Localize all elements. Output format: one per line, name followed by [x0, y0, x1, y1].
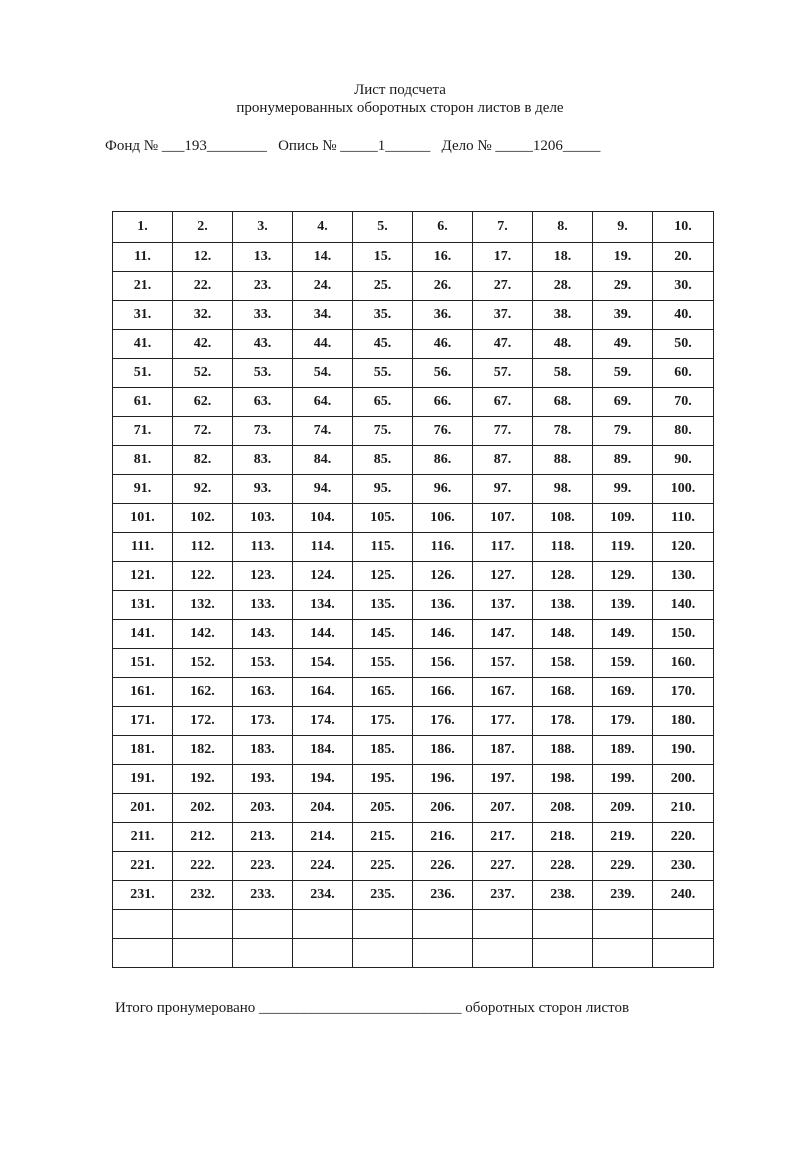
table-cell: 62. — [173, 388, 233, 417]
table-cell: 187. — [473, 736, 533, 765]
table-cell: 30. — [653, 272, 714, 301]
table-row — [113, 707, 714, 736]
table-cell: 122. — [173, 562, 233, 591]
table-cell: 184. — [293, 736, 353, 765]
table-cell: 27. — [473, 272, 533, 301]
table-cell: 167. — [473, 678, 533, 707]
table-cell: 25. — [353, 272, 413, 301]
table-cell: 96. — [413, 475, 473, 504]
table-row — [113, 504, 714, 533]
table-cell: 100. — [653, 475, 714, 504]
table-cell: 53. — [233, 359, 293, 388]
table-cell: 99. — [593, 475, 653, 504]
table-cell: 2. — [173, 212, 233, 243]
table-cell: 68. — [533, 388, 593, 417]
table-cell: 16. — [413, 243, 473, 272]
table-cell: 133. — [233, 591, 293, 620]
table-cell: 121. — [113, 562, 173, 591]
table-cell: 157. — [473, 649, 533, 678]
table-cell: 21. — [113, 272, 173, 301]
table-cell: 135. — [353, 591, 413, 620]
table-row — [113, 475, 714, 504]
table-cell: 81. — [113, 446, 173, 475]
summary-line: Итого пронумеровано ___________________________ оборотных сторон листов — [115, 1000, 630, 1016]
table-cell: 139. — [593, 591, 653, 620]
table-cell: 159. — [593, 649, 653, 678]
table-cell: 82. — [173, 446, 233, 475]
table-cell: 113. — [233, 533, 293, 562]
table-cell — [593, 910, 653, 939]
table-cell: 178. — [533, 707, 593, 736]
table-cell: 179. — [593, 707, 653, 736]
archive-reference-line: Фонд № ___193________ Опись № _____1______ Дело № _____1206_____ — [105, 138, 601, 154]
table-cell: 66. — [413, 388, 473, 417]
table-cell: 3. — [233, 212, 293, 243]
table-cell: 110. — [653, 504, 714, 533]
table-cell: 44. — [293, 330, 353, 359]
table-cell: 219. — [593, 823, 653, 852]
table-cell: 216. — [413, 823, 473, 852]
table-cell: 168. — [533, 678, 593, 707]
table-cell: 145. — [353, 620, 413, 649]
table-cell: 104. — [293, 504, 353, 533]
table-cell: 51. — [113, 359, 173, 388]
table-cell: 118. — [533, 533, 593, 562]
table-cell: 218. — [533, 823, 593, 852]
fond-label: Фонд № — [105, 138, 159, 154]
table-cell: 164. — [293, 678, 353, 707]
table-cell: 119. — [593, 533, 653, 562]
table-cell: 85. — [353, 446, 413, 475]
table-cell: 205. — [353, 794, 413, 823]
table-cell: 239. — [593, 881, 653, 910]
table-cell: 169. — [593, 678, 653, 707]
table-cell — [173, 939, 233, 968]
table-row — [113, 243, 714, 272]
table-cell: 22. — [173, 272, 233, 301]
table-cell: 95. — [353, 475, 413, 504]
table-cell: 217. — [473, 823, 533, 852]
summary-prefix: Итого пронумеровано — [115, 1000, 256, 1016]
table-cell: 101. — [113, 504, 173, 533]
table-cell: 50. — [653, 330, 714, 359]
table-cell — [653, 910, 714, 939]
sheet-count-table — [112, 211, 714, 968]
table-cell: 14. — [293, 243, 353, 272]
table-cell: 182. — [173, 736, 233, 765]
table-cell: 224. — [293, 852, 353, 881]
table-row — [113, 620, 714, 649]
table-cell: 140. — [653, 591, 714, 620]
table-cell: 19. — [593, 243, 653, 272]
table-cell: 231. — [113, 881, 173, 910]
table-cell: 102. — [173, 504, 233, 533]
table-cell: 127. — [473, 562, 533, 591]
table-cell: 137. — [473, 591, 533, 620]
document-subtitle: пронумерованных оборотных сторон листов в деле — [236, 100, 564, 116]
delo-label: Дело № — [441, 138, 492, 154]
table-cell: 73. — [233, 417, 293, 446]
table-cell: 10. — [653, 212, 714, 243]
table-cell: 150. — [653, 620, 714, 649]
table-cell: 152. — [173, 649, 233, 678]
table-cell: 235. — [353, 881, 413, 910]
table-cell: 165. — [353, 678, 413, 707]
table-cell: 47. — [473, 330, 533, 359]
table-cell: 108. — [533, 504, 593, 533]
table-cell: 213. — [233, 823, 293, 852]
table-cell: 143. — [233, 620, 293, 649]
table-cell: 13. — [233, 243, 293, 272]
fond-value: 193 — [184, 138, 207, 154]
table-cell: 212. — [173, 823, 233, 852]
table-cell: 199. — [593, 765, 653, 794]
table-cell: 156. — [413, 649, 473, 678]
table-cell: 6. — [413, 212, 473, 243]
table-cell: 123. — [233, 562, 293, 591]
table-cell: 177. — [473, 707, 533, 736]
table-cell: 61. — [113, 388, 173, 417]
table-cell: 171. — [113, 707, 173, 736]
table-cell — [293, 910, 353, 939]
table-cell: 192. — [173, 765, 233, 794]
table-cell: 109. — [593, 504, 653, 533]
table-cell: 201. — [113, 794, 173, 823]
table-cell: 36. — [413, 301, 473, 330]
table-cell: 151. — [113, 649, 173, 678]
table-cell: 215. — [353, 823, 413, 852]
table-cell: 94. — [293, 475, 353, 504]
delo-value: 1206 — [532, 138, 563, 154]
table-cell: 70. — [653, 388, 714, 417]
table-cell: 89. — [593, 446, 653, 475]
table-cell: 39. — [593, 301, 653, 330]
table-cell: 98. — [533, 475, 593, 504]
table-cell: 45. — [353, 330, 413, 359]
table-cell: 172. — [173, 707, 233, 736]
table-cell: 124. — [293, 562, 353, 591]
table-cell — [173, 910, 233, 939]
document-title: Лист подсчета — [354, 82, 446, 98]
table-cell: 56. — [413, 359, 473, 388]
table-cell: 136. — [413, 591, 473, 620]
table-cell: 131. — [113, 591, 173, 620]
table-cell: 170. — [653, 678, 714, 707]
table-cell: 117. — [473, 533, 533, 562]
table-cell — [533, 939, 593, 968]
table-cell: 176. — [413, 707, 473, 736]
table-cell: 93. — [233, 475, 293, 504]
table-cell — [233, 939, 293, 968]
table-row — [113, 562, 714, 591]
table-cell — [473, 939, 533, 968]
table-row — [113, 823, 714, 852]
table-cell: 42. — [173, 330, 233, 359]
table-cell: 32. — [173, 301, 233, 330]
table-cell: 238. — [533, 881, 593, 910]
table-cell: 141. — [113, 620, 173, 649]
table-cell: 163. — [233, 678, 293, 707]
table-cell: 227. — [473, 852, 533, 881]
table-cell: 129. — [593, 562, 653, 591]
table-cell: 80. — [653, 417, 714, 446]
table-cell: 63. — [233, 388, 293, 417]
table-cell: 58. — [533, 359, 593, 388]
table-cell: 83. — [233, 446, 293, 475]
table-cell: 106. — [413, 504, 473, 533]
table-cell: 191. — [113, 765, 173, 794]
table-row — [113, 301, 714, 330]
table-cell: 87. — [473, 446, 533, 475]
table-row — [113, 736, 714, 765]
table-row — [113, 939, 714, 968]
table-cell: 24. — [293, 272, 353, 301]
table-cell: 209. — [593, 794, 653, 823]
table-cell: 54. — [293, 359, 353, 388]
table-cell: 26. — [413, 272, 473, 301]
table-cell: 35. — [353, 301, 413, 330]
table-cell: 1. — [113, 212, 173, 243]
table-cell: 180. — [653, 707, 714, 736]
table-row — [113, 533, 714, 562]
table-cell: 128. — [533, 562, 593, 591]
table-cell: 183. — [233, 736, 293, 765]
table-cell: 88. — [533, 446, 593, 475]
table-row — [113, 359, 714, 388]
table-cell: 92. — [173, 475, 233, 504]
opis-value: 1 — [377, 138, 386, 154]
table-cell: 46. — [413, 330, 473, 359]
table-row — [113, 910, 714, 939]
table-cell: 7. — [473, 212, 533, 243]
table-cell: 204. — [293, 794, 353, 823]
table-cell — [653, 939, 714, 968]
table-cell: 211. — [113, 823, 173, 852]
table-cell — [473, 910, 533, 939]
table-cell: 65. — [353, 388, 413, 417]
table-cell: 55. — [353, 359, 413, 388]
table-cell: 90. — [653, 446, 714, 475]
table-cell: 105. — [353, 504, 413, 533]
table-cell: 229. — [593, 852, 653, 881]
table-row — [113, 417, 714, 446]
table-cell: 15. — [353, 243, 413, 272]
table-cell: 147. — [473, 620, 533, 649]
table-cell: 48. — [533, 330, 593, 359]
table-cell: 86. — [413, 446, 473, 475]
table-cell — [353, 910, 413, 939]
table-cell: 185. — [353, 736, 413, 765]
table-cell: 155. — [353, 649, 413, 678]
table-cell: 210. — [653, 794, 714, 823]
table-cell: 189. — [593, 736, 653, 765]
table-cell: 77. — [473, 417, 533, 446]
table-cell — [233, 910, 293, 939]
table-cell: 207. — [473, 794, 533, 823]
table-cell: 97. — [473, 475, 533, 504]
table-cell: 148. — [533, 620, 593, 649]
table-cell: 41. — [113, 330, 173, 359]
table-cell: 72. — [173, 417, 233, 446]
table-cell: 84. — [293, 446, 353, 475]
table-cell: 130. — [653, 562, 714, 591]
table-cell: 8. — [533, 212, 593, 243]
table-cell: 144. — [293, 620, 353, 649]
table-cell: 71. — [113, 417, 173, 446]
table-cell: 188. — [533, 736, 593, 765]
table-row — [113, 591, 714, 620]
opis-label: Опись № — [278, 138, 337, 154]
table-cell: 161. — [113, 678, 173, 707]
table-cell: 230. — [653, 852, 714, 881]
table-cell: 74. — [293, 417, 353, 446]
table-cell: 103. — [233, 504, 293, 533]
table-cell: 12. — [173, 243, 233, 272]
table-cell: 11. — [113, 243, 173, 272]
table-cell: 43. — [233, 330, 293, 359]
table-cell: 112. — [173, 533, 233, 562]
table-row — [113, 388, 714, 417]
table-cell: 142. — [173, 620, 233, 649]
table-cell: 236. — [413, 881, 473, 910]
table-cell: 237. — [473, 881, 533, 910]
table-cell: 91. — [113, 475, 173, 504]
table-row — [113, 765, 714, 794]
table-cell: 76. — [413, 417, 473, 446]
table-cell: 153. — [233, 649, 293, 678]
table-cell: 75. — [353, 417, 413, 446]
table-cell: 9. — [593, 212, 653, 243]
table-cell: 115. — [353, 533, 413, 562]
table-cell: 107. — [473, 504, 533, 533]
table-cell: 154. — [293, 649, 353, 678]
table-cell: 223. — [233, 852, 293, 881]
table-cell: 186. — [413, 736, 473, 765]
table-cell: 28. — [533, 272, 593, 301]
table-cell: 132. — [173, 591, 233, 620]
table-row — [113, 330, 714, 359]
table-cell: 134. — [293, 591, 353, 620]
table-row — [113, 649, 714, 678]
table-cell: 34. — [293, 301, 353, 330]
table-cell: 52. — [173, 359, 233, 388]
table-cell: 23. — [233, 272, 293, 301]
table-cell: 18. — [533, 243, 593, 272]
table-cell: 59. — [593, 359, 653, 388]
table-cell: 233. — [233, 881, 293, 910]
table-cell — [353, 939, 413, 968]
table-cell: 31. — [113, 301, 173, 330]
table-cell: 195. — [353, 765, 413, 794]
table-cell: 222. — [173, 852, 233, 881]
table-cell: 79. — [593, 417, 653, 446]
table-cell: 232. — [173, 881, 233, 910]
table-cell: 220. — [653, 823, 714, 852]
table-cell: 200. — [653, 765, 714, 794]
table-cell: 198. — [533, 765, 593, 794]
table-cell: 208. — [533, 794, 593, 823]
table-cell: 114. — [293, 533, 353, 562]
table-cell — [113, 910, 173, 939]
table-cell: 196. — [413, 765, 473, 794]
table-cell: 158. — [533, 649, 593, 678]
table-cell: 206. — [413, 794, 473, 823]
table-cell: 166. — [413, 678, 473, 707]
table-row — [113, 881, 714, 910]
table-cell: 49. — [593, 330, 653, 359]
table-cell: 146. — [413, 620, 473, 649]
table-cell: 120. — [653, 533, 714, 562]
table-cell: 203. — [233, 794, 293, 823]
table-cell: 64. — [293, 388, 353, 417]
table-cell: 29. — [593, 272, 653, 301]
table-cell: 197. — [473, 765, 533, 794]
table-cell: 37. — [473, 301, 533, 330]
table-cell: 111. — [113, 533, 173, 562]
table-cell: 78. — [533, 417, 593, 446]
table-cell: 116. — [413, 533, 473, 562]
table-row — [113, 446, 714, 475]
table-cell: 175. — [353, 707, 413, 736]
table-cell: 33. — [233, 301, 293, 330]
table-cell: 226. — [413, 852, 473, 881]
table-cell: 240. — [653, 881, 714, 910]
table-cell: 20. — [653, 243, 714, 272]
table-cell — [533, 910, 593, 939]
table-cell: 57. — [473, 359, 533, 388]
table-cell: 221. — [113, 852, 173, 881]
table-cell: 4. — [293, 212, 353, 243]
table-cell: 160. — [653, 649, 714, 678]
table-cell: 38. — [533, 301, 593, 330]
table-cell — [293, 939, 353, 968]
table-cell: 149. — [593, 620, 653, 649]
table-cell: 67. — [473, 388, 533, 417]
table-row — [113, 678, 714, 707]
table-row — [113, 794, 714, 823]
table-cell: 193. — [233, 765, 293, 794]
table-cell: 181. — [113, 736, 173, 765]
table-cell — [113, 939, 173, 968]
table-row — [113, 212, 714, 243]
table-cell: 190. — [653, 736, 714, 765]
summary-suffix: оборотных сторон листов — [465, 1000, 630, 1016]
table-cell: 228. — [533, 852, 593, 881]
table-cell — [593, 939, 653, 968]
table-cell: 17. — [473, 243, 533, 272]
table-cell: 69. — [593, 388, 653, 417]
table-cell — [413, 910, 473, 939]
table-cell: 173. — [233, 707, 293, 736]
table-cell: 234. — [293, 881, 353, 910]
table-cell: 138. — [533, 591, 593, 620]
table-cell — [413, 939, 473, 968]
table-cell: 125. — [353, 562, 413, 591]
table-row — [113, 852, 714, 881]
table-cell: 174. — [293, 707, 353, 736]
table-cell: 40. — [653, 301, 714, 330]
table-cell: 225. — [353, 852, 413, 881]
table-cell: 60. — [653, 359, 714, 388]
table-cell: 202. — [173, 794, 233, 823]
table-cell: 126. — [413, 562, 473, 591]
table-cell: 162. — [173, 678, 233, 707]
table-row — [113, 272, 714, 301]
table-cell: 194. — [293, 765, 353, 794]
table-cell: 214. — [293, 823, 353, 852]
table-cell: 5. — [353, 212, 413, 243]
